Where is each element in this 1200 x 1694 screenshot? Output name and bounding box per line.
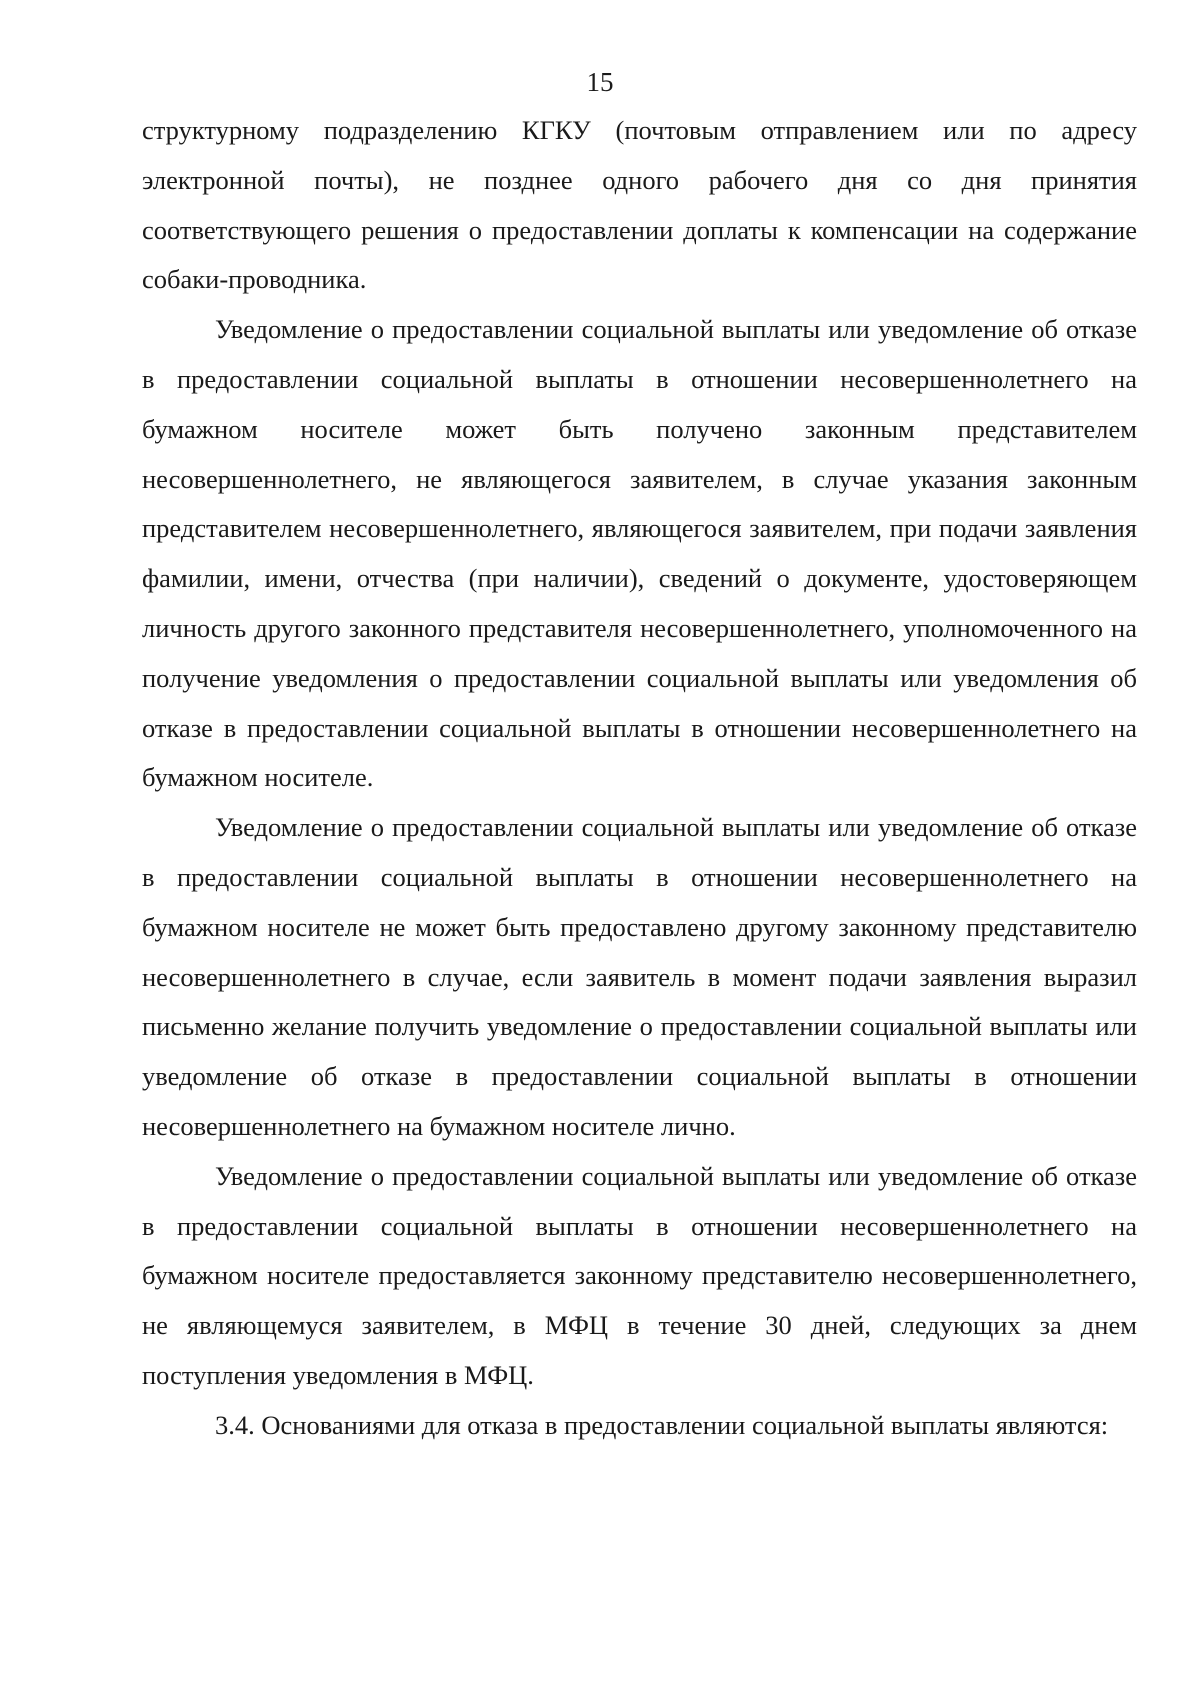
page-number: 15 — [586, 67, 614, 97]
paragraph-continuation: структурному подразделению КГКУ (почтовым отправлением или по адресу электронной почты), не позднее одного рабочего дня со дня принятия соответствующего решения о предоставлении доплаты к компенсации на содержание собаки-проводника. — [142, 115, 1137, 295]
document-body — [142, 106, 1137, 1451]
paragraph-notification-recipient: Уведомление о предоставлении социальной выплаты или уведомление об отказе в предоставлении социальной выплаты в отношении несовершеннолетнего на бумажном носителе может быть получено законным представителем несовершеннолетнего, не являющегося заявителем, в случае указания законным представителем несовершеннолетнего, являющегося заявителем, при подачи заявления фамилии, имени, отчества (при наличии), сведений о документе, удостоверяющем личность другого законного представителя несовершеннолетнего, уполномоченного на получение уведомления о предоставлении социальной выплаты или уведомления об отказе в предоставлении социальной выплаты в отношении несовершеннолетнего на бумажном носителе. — [142, 314, 1137, 793]
paragraph-refusal-grounds: 3.4. Основаниями для отказа в предоставлении социальной выплаты являются: — [215, 1409, 1109, 1440]
paragraph-notification-restriction: Уведомление о предоставлении социальной выплаты или уведомление об отказе в предоставлении социальной выплаты в отношении несовершеннолетнего на бумажном носителе не может быть предоставлено другому законному представителю несовершеннолетнего в случае, если заявитель в момент подачи заявления выразил письменно желание получить уведомление о предоставлении социальной выплаты или уведомление об отказе в предоставлении социальной выплаты в отношении несовершеннолетнего на бумажном носителе лично. — [142, 812, 1137, 1141]
paragraph-notification-delivery: Уведомление о предоставлении социальной выплаты или уведомление об отказе в предоставлении социальной выплаты в отношении несовершеннолетнего на бумажном носителе предоставляется законному представителю несовершеннолетнего, не являющемуся заявителем, в МФЦ в течение 30 дней, следующих за днем поступления уведомления в МФЦ. — [142, 1160, 1137, 1390]
